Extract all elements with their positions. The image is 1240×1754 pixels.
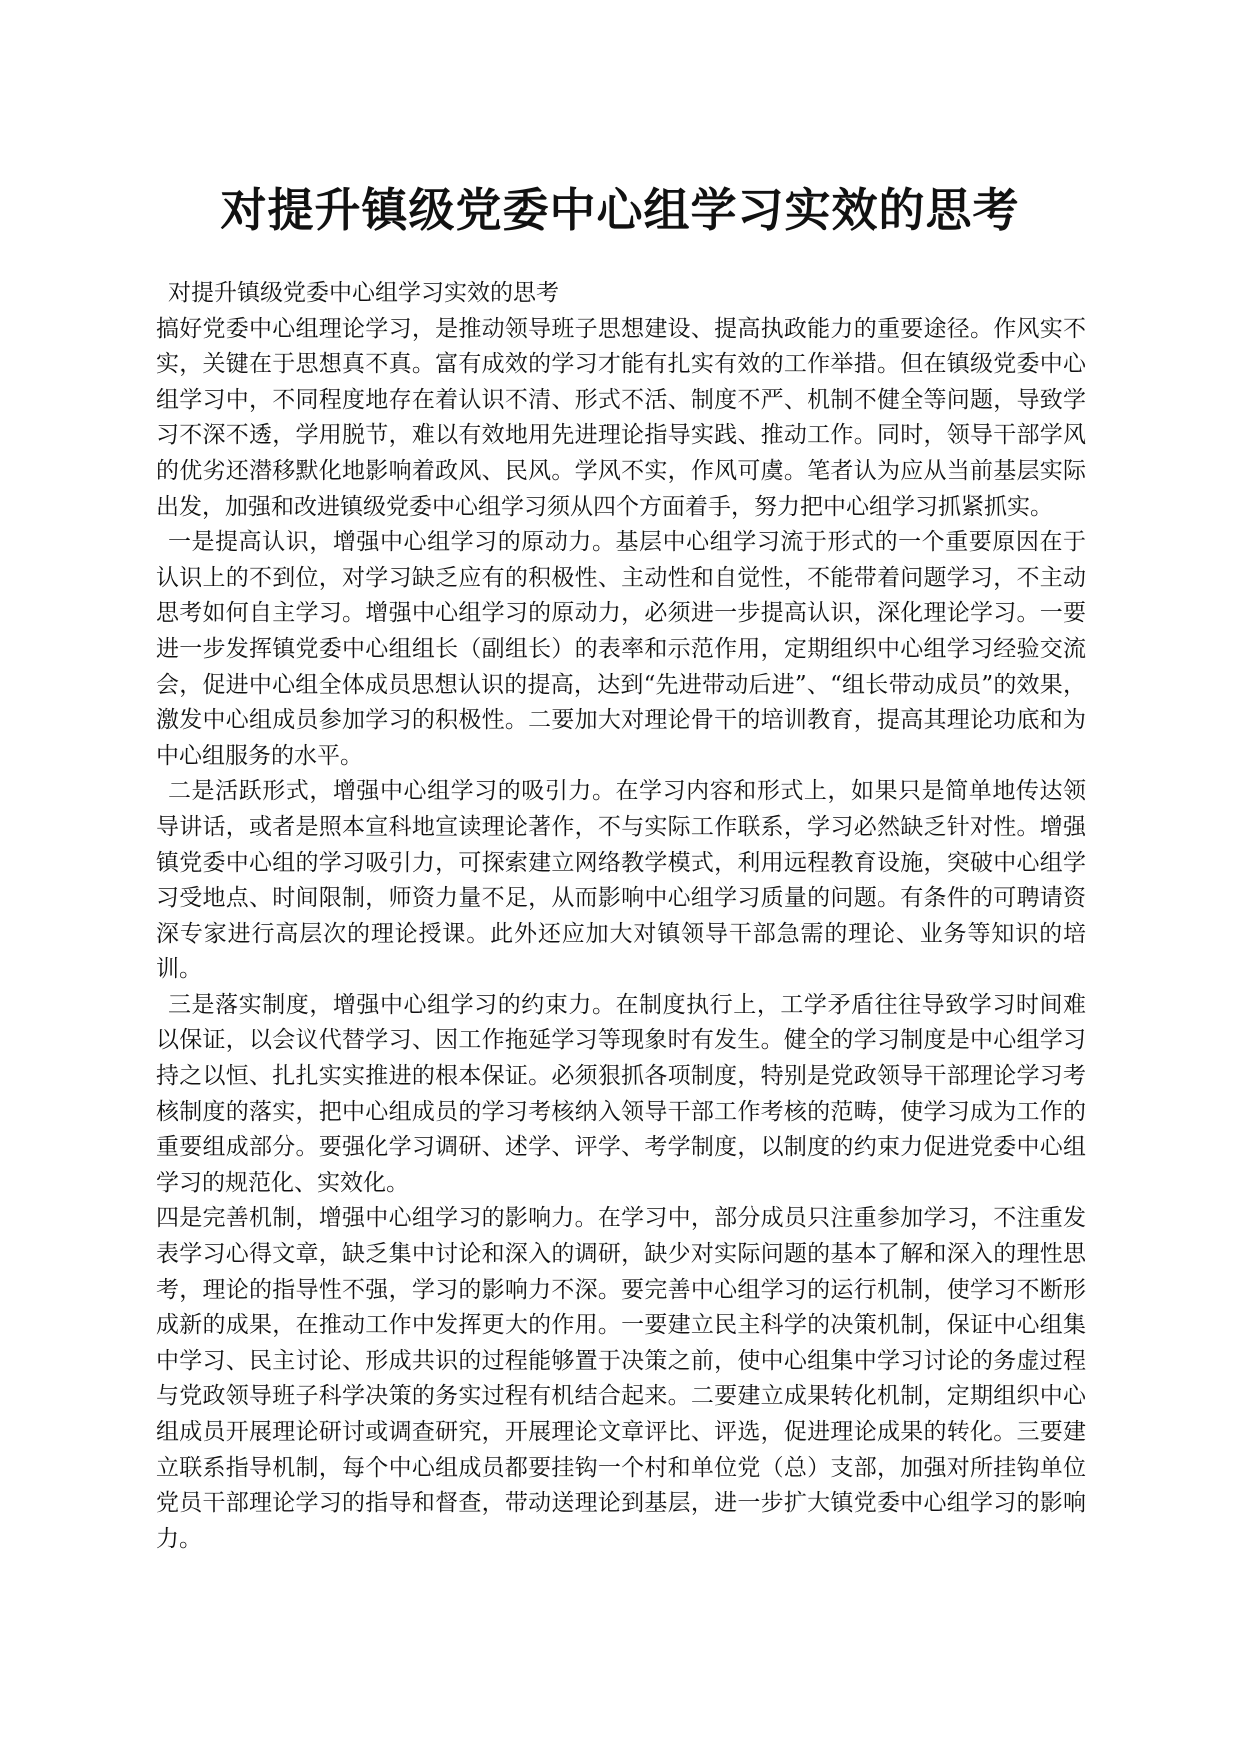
point-three-paragraph: 三是落实制度，增强中心组学习的约束力。在制度执行上，工学矛盾往往导致学习时间难以保证，以会议代替学习、因工作拖延学习等现象时有发生。健全的学习制度是中心组学习持之以恒、扎扎实实推进的根本保证。必须狠抓各项制度，特别是党政领导干部理论学习考核制度的落实，把中心组成员的学习考核纳入领导干部工作考核的范畴，使学习成为工作的重要组成部分。要强化学习调研、述学、评学、考学制度，以制度的约束力促进党委中心组学习的规范化、实效化。 <box>156 991 1086 1196</box>
point-four-paragraph: 四是完善机制，增强中心组学习的影响力。在学习中，部分成员只注重参加学习，不注重发表学习心得文章，缺乏集中讨论和深入的调研，缺少对实际问题的基本了解和深入的理性思考，理论的指导性不强，学习的影响力不深。要完善中心组学习的运行机制，使学习不断形成新的成果，在推动工作中发挥更大的作用。一要建立民主科学的决策机制，保证中心组集中学习、民主讨论、形成共识的过程能够置于决策之前，使中心组集中学习讨论的务虚过程与党政领导班子科学决策的务实过程有机结合起来。二要建立成果转化机制，定期组织中心组成员开展理论研讨或调查研究，开展理论文章评比、评选，促进理论成果的转化。三要建立联系指导机制，每个中心组成员都要挂钩一个村和单位党（总）支部，加强对所挂钩单位党员干部理论学习的指导和督查，带动送理论到基层，进一步扩大镇党委中心组学习的影响力。 <box>156 1205 1086 1552</box>
point-one-paragraph: 一是提高认识，增强中心组学习的原动力。基层中心组学习流于形式的一个重要原因在于认识上的不到位，对学习缺乏应有的积极性、主动性和自觉性，不能带着问题学习，不主动思考如何自主学习。增强中心组学习的原动力，必须进一步提高认识，深化理论学习。一要进一步发挥镇党委中心组组长（副组长）的表率和示范作用，定期组织中心组学习经验交流会，促进中心组全体成员思想认识的提高，达到“先进带动后进”、“组长带动成员”的效果，激发中心组成员参加学习的积极性。二要加大对理论骨干的培训教育，提高其理论功底和为中心组服务的水平。 <box>156 529 1086 769</box>
subtitle-paragraph: 对提升镇级党委中心组学习实效的思考 <box>168 280 559 306</box>
document-body <box>156 276 1086 1557</box>
point-two-paragraph: 二是活跃形式，增强中心组学习的吸引力。在学习内容和形式上，如果只是简单地传达领导讲话，或者是照本宣科地宣读理论著作，不与实际工作联系，学习必然缺乏针对性。增强镇党委中心组的学习吸引力，可探索建立网络教学模式，利用远程教育设施，突破中心组学习受地点、时间限制，师资力量不足，从而影响中心组学习质量的问题。有条件的可聘请资深专家进行高层次的理论授课。此外还应加大对镇领导干部急需的理论、业务等知识的培训。 <box>156 778 1086 983</box>
intro-paragraph: 搞好党委中心组理论学习，是推动领导班子思想建设、提高执政能力的重要途径。作风实不实，关键在于思想真不真。富有成效的学习才能有扎实有效的工作举措。但在镇级党委中心组学习中，不同程度地存在着认识不清、形式不活、制度不严、机制不健全等问题，导致学习不深不透，学用脱节，难以有效地用先进理论指导实践、推动工作。同时，领导干部学风的优劣还潜移默化地影响着政风、民风。学风不实，作风可虞。笔者认为应从当前基层实际出发，加强和改进镇级党委中心组学习须从四个方面着手，努力把中心组学习抓紧抓实。 <box>156 315 1086 520</box>
document-title: 对提升镇级党委中心组学习实效的思考 <box>220 183 1020 237</box>
